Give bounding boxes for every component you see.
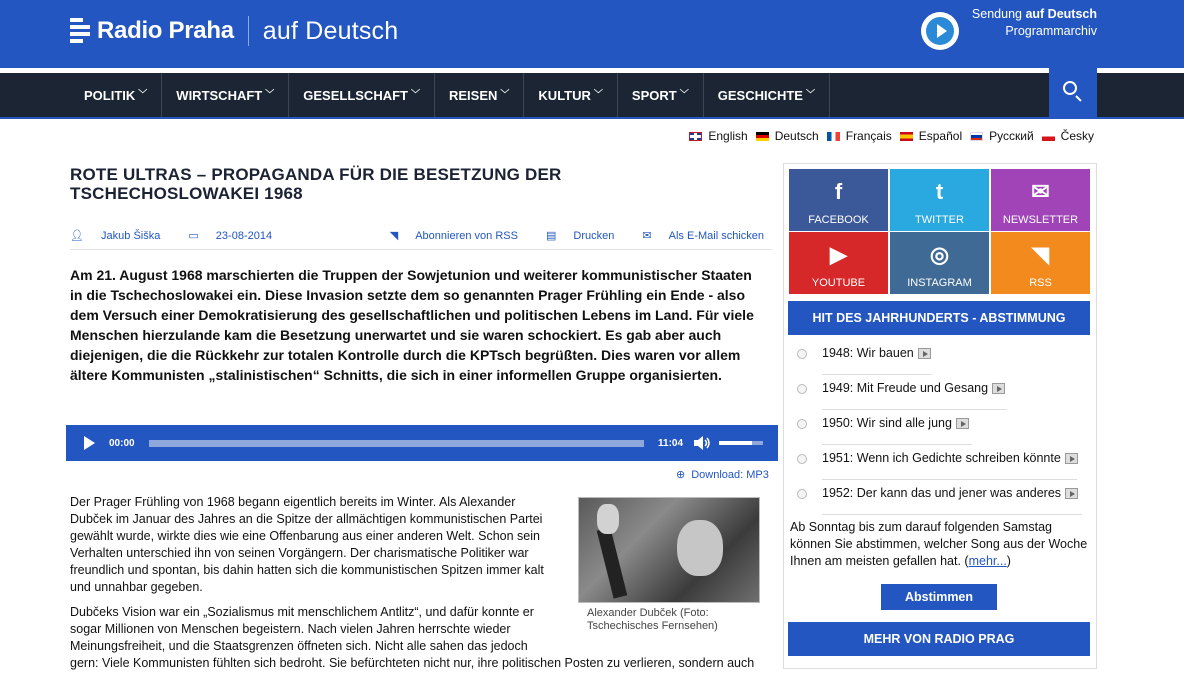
- download-icon: ⊕: [676, 469, 686, 481]
- main-nav: [0, 73, 1184, 117]
- poll-divider: [822, 409, 1007, 410]
- vote-button[interactable]: Abstimmen: [881, 584, 997, 610]
- uk-flag-icon: [689, 132, 702, 141]
- de-flag-icon: [756, 132, 769, 141]
- more-radio-prag-header: MEHR VON RADIO PRAG: [788, 622, 1090, 656]
- radio-logo-icon: [70, 17, 90, 45]
- audio-progress-bar[interactable]: [149, 440, 644, 447]
- poll-divider: [822, 374, 932, 375]
- facebook-icon: f: [834, 179, 843, 204]
- chevron-down-icon: ﹀: [805, 88, 815, 99]
- radio-button[interactable]: [797, 454, 807, 464]
- author-link[interactable]: 👤︎ Jakub Šiška: [70, 230, 161, 242]
- radio-button[interactable]: [797, 419, 807, 429]
- article-title: ROTE ULTRAS – PROPAGANDA FÜR DIE BESETZUNG DER TSCHECHOSLOWAKEI 1968: [70, 165, 562, 203]
- social-newsletter-button[interactable]: ✉ NEWSLETTER: [991, 169, 1090, 231]
- poll-divider: [822, 514, 1082, 515]
- lang-francais[interactable]: Français: [827, 129, 892, 143]
- poll-divider: [822, 444, 972, 445]
- lang-russian[interactable]: Русский: [970, 129, 1034, 143]
- play-icon[interactable]: [992, 383, 1005, 394]
- nav-item-sport[interactable]: SPORT ﹀: [618, 73, 704, 117]
- search-icon: [1063, 81, 1077, 95]
- lang-czech[interactable]: Česky: [1042, 129, 1094, 143]
- social-facebook-button[interactable]: f FACEBOOK: [789, 169, 888, 231]
- youtube-icon: ▶: [830, 242, 847, 267]
- newsletter-icon: ✉: [1031, 179, 1050, 204]
- sendung-link[interactable]: Sendung auf Deutsch: [971, 7, 1097, 21]
- nav-item-reisen[interactable]: REISEN ﹀: [435, 73, 524, 117]
- sidebar: f FACEBOOK t TWITTER ✉ NEWSLETTER ▶ YOUTUBE ◎ INSTAGRAM ◥ RSS HIT DES JAHRHUNDERTS - ABSTIMMUNG 1948: Wir bauen 1949: Mit Freude und Gesang 1950: Wir sind alle jung 1951: Wenn ich Gedichte schreiben könnte 1952: Der kann das und jener was anderes Ab Sonntag bis zum darauf folgenden Samstag können Sie abstimmen, welcher Song aus der Woche Ihnen am meisten gefallen hat. (mehr...) Abstimmen MEHR VON RADIO PRAG: [783, 163, 1097, 669]
- poll-more-link[interactable]: mehr...: [968, 554, 1007, 568]
- play-icon[interactable]: [1065, 488, 1078, 499]
- article-paragraph: gern: Viele Kommunisten fühlten sich bedroht. Sie befürchteten nicht nur, ihre politischen Posten zu verlieren, sondern auch: [70, 656, 755, 670]
- nav-item-geschichte[interactable]: GESCHICHTE ﹀: [704, 73, 830, 117]
- nav-item-wirtschaft[interactable]: WIRTSCHAFT ﹀: [162, 73, 289, 117]
- calendar-icon: ▭: [188, 230, 202, 242]
- rss-subscribe-link[interactable]: ◥ Abonnieren von RSS: [389, 230, 518, 242]
- email-link[interactable]: ✉ Als E-Mail schicken: [642, 230, 764, 242]
- brand-subtitle: auf Deutsch: [262, 16, 399, 45]
- play-icon[interactable]: [956, 418, 969, 429]
- logo-divider: [248, 16, 249, 46]
- radio-button[interactable]: [797, 489, 807, 499]
- article-paragraph: Dubčeks Vision war ein „Sozialismus mit menschlichem Antlitz“, und dafür konnte er sogar Millionen von Menschen begeistern. Nach vielen Jahren herrschte wieder Meinungsfreiheit, und die Staatsgrenzen öffneten sich. Nicht alle sahen das jedoch: [70, 605, 534, 653]
- audio-current-time: 00:00: [109, 438, 135, 449]
- chevron-down-icon: ﹀: [265, 88, 275, 99]
- radio-button[interactable]: [797, 349, 807, 359]
- nav-item-politik[interactable]: POLITIK ﹀: [70, 73, 162, 117]
- chevron-down-icon: ﹀: [679, 88, 689, 99]
- chevron-down-icon: ﹀: [410, 88, 420, 99]
- ru-flag-icon: [970, 132, 983, 141]
- social-twitter-button[interactable]: t TWITTER: [890, 169, 989, 231]
- radio-button[interactable]: [797, 384, 807, 394]
- article-meta: [70, 227, 772, 249]
- cz-flag-icon: [1042, 132, 1055, 141]
- volume-icon[interactable]: [693, 435, 711, 451]
- language-switcher: [681, 129, 1094, 143]
- mail-icon: ✉: [642, 230, 655, 242]
- fr-flag-icon: [827, 132, 840, 141]
- live-play-button[interactable]: [921, 12, 959, 50]
- chevron-down-icon: ﹀: [500, 88, 510, 99]
- poll-header: HIT DES JAHRHUNDERTS - ABSTIMMUNG: [788, 301, 1090, 335]
- audio-player: [66, 425, 778, 461]
- article-date: ▭ 23-08-2014: [188, 230, 273, 242]
- play-icon[interactable]: [84, 436, 95, 450]
- meta-divider: [70, 249, 772, 250]
- chevron-down-icon: ﹀: [593, 88, 603, 99]
- audio-duration: 11:04: [658, 438, 684, 449]
- article: [70, 165, 778, 383]
- poll-description: Ab Sonntag bis zum darauf folgenden Samstag können Sie abstimmen, welcher Song aus der Woche Ihnen am meisten gefallen hat. (mehr...): [790, 520, 1088, 568]
- social-instagram-button[interactable]: ◎ INSTAGRAM: [890, 232, 989, 294]
- article-paragraph: Der Prager Frühling von 1968 begann eigentlich bereits im Winter. Als Alexander Dubček im Januar des Jahres an die Spitze der allmächtigen kommunistischen Partei gewählt wurde, wirkte dies wie eine Offenbarung aus einer anderen Welt. Schon sein Verhalten unterschied ihn von seinen Vorgängern. Der charismatische Politiker war freundlich und spontan, bis dahin hatten sich die kommunistischen Spitzen immer kalt und unnahbar gegeben.: [70, 495, 544, 594]
- lang-deutsch[interactable]: Deutsch: [756, 129, 819, 143]
- brand-name: Radio Praha: [97, 17, 234, 44]
- print-icon: ▤: [545, 230, 560, 242]
- photo-caption: Alexander Dubček (Foto: Tschechisches Fernsehen): [587, 607, 718, 632]
- es-flag-icon: [900, 132, 913, 141]
- social-rss-button[interactable]: ◥ RSS: [991, 232, 1090, 294]
- broadcast-links: [972, 6, 1097, 40]
- site-logo[interactable]: [70, 16, 398, 46]
- play-icon[interactable]: [918, 348, 931, 359]
- twitter-icon: t: [935, 179, 944, 204]
- rss-icon: ◥: [1032, 242, 1049, 267]
- lang-english[interactable]: English: [689, 129, 747, 143]
- print-link[interactable]: ▤ Drucken: [545, 230, 615, 242]
- lang-espanol[interactable]: Español: [900, 129, 962, 143]
- volume-level: [719, 441, 752, 445]
- chevron-down-icon: ﹀: [138, 88, 148, 99]
- article-photo[interactable]: [578, 497, 760, 603]
- download-mp3-link[interactable]: ⊕ Download: MP3: [676, 468, 769, 481]
- person-icon: 👤︎: [70, 230, 88, 242]
- nav-underline: [0, 117, 1184, 119]
- nav-item-gesellschaft[interactable]: GESELLSCHAFT ﹀: [289, 73, 435, 117]
- header-bar: [0, 0, 1184, 68]
- social-youtube-button[interactable]: ▶ YOUTUBE: [789, 232, 888, 294]
- nav-item-kultur[interactable]: KULTUR ﹀: [524, 73, 618, 117]
- article-lead: Am 21. August 1968 marschierten die Truppen der Sowjetunion und weiterer kommunistischer Staaten in die Tschechoslowakei ein. Diese Invasion setzte dem so genannten Prager Frühling ein Ende - also dem Versuch einer Demokratisierung des gesellschaftlichen und politischen Lebens im Land. Für viele Menschen hierzulande kam die Besetzung unerwartet und sie waren schockiert. Es gab aber auch diejenigen, die die Rückkehr zur totalen Kontrolle durch die KPTsch begrüßten. Dies waren vor allem ältere Kommunisten „stalinistischen“ Schnitts, die sich in einer informellen Gruppe organisierten.: [70, 267, 754, 383]
- play-icon[interactable]: [1065, 453, 1078, 464]
- search-button[interactable]: [1049, 68, 1097, 117]
- rss-icon: ◥: [389, 230, 402, 242]
- poll-divider: [822, 479, 1077, 480]
- program-archive-link[interactable]: Programmarchiv: [1005, 24, 1097, 38]
- instagram-icon: ◎: [929, 242, 950, 267]
